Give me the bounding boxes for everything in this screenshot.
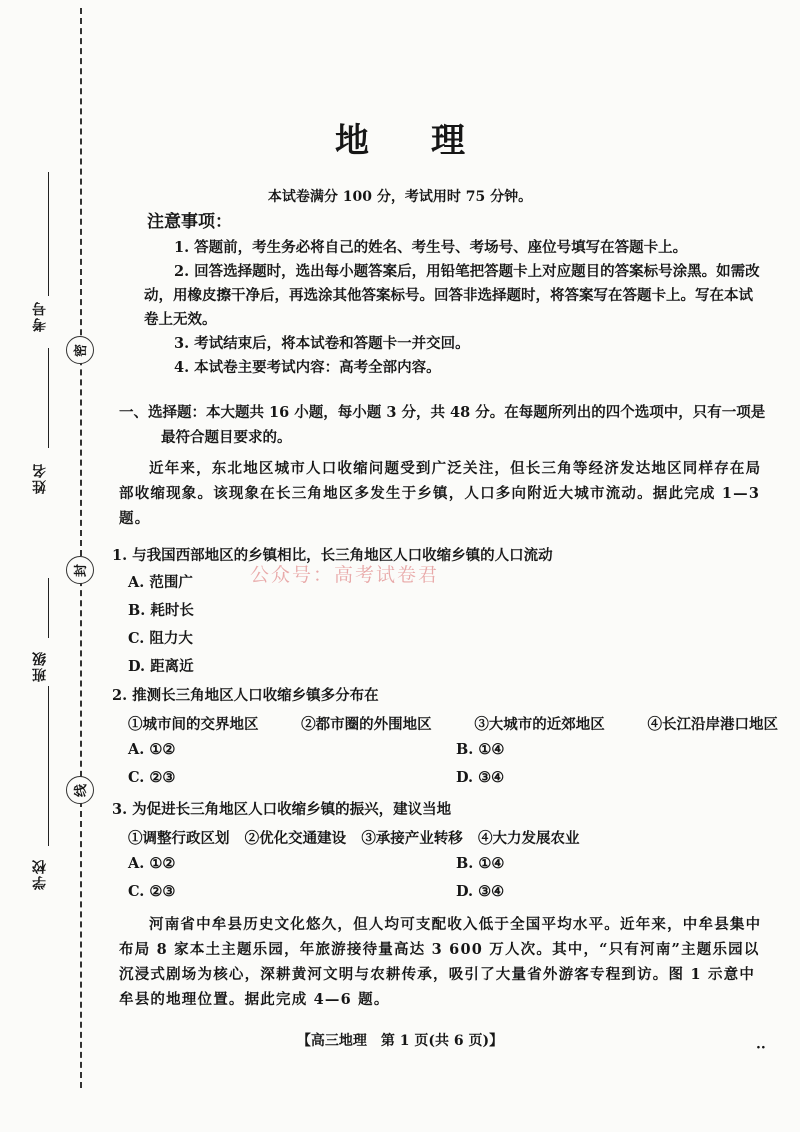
q2-item: ③大城市的近郊地区 <box>474 716 605 733</box>
q3-item: ②优化交通建设 <box>244 830 347 847</box>
exam-no-label: 考号 <box>32 300 48 332</box>
notice-item: 3. 考试结束后，将本试卷和答题卡一并交回。 <box>174 335 470 352</box>
binding-dashed-line <box>80 8 82 1088</box>
class-label: 班级 <box>32 650 48 682</box>
watermark: 公众号：高考试卷君 <box>250 564 440 586</box>
passage-2: 河南省中牟县历史文化悠久，但人均可支配收入低于全国平均水平。近年来，中牟县集中布局 8 家本土主题乐园，年旅游接待量高达 3 600 万人次。其中，“只有河南”主题乐园以沉浸式剧场为核心，深耕黄河文明与农耕传承，吸引了大量省外游客专程到访。图 1 示意中牟县的地理位置。据此完成 4—6 题。 <box>119 916 762 1008</box>
q2-option-d: D. ③④ <box>456 769 505 786</box>
q3-option-a: A. ①② <box>128 855 176 872</box>
title-char: 地 <box>335 121 369 161</box>
notice-item: 2. 回答选择题时，选出每小题答案后，用铅笔把答题卡上对应题目的答案标号涂黑。如需改动，用橡皮擦干净后，再选涂其他答案标号。回答非选择题时，将答案写在答题卡上。写在本试卷上无效。 <box>144 263 760 328</box>
q3-item: ③承接产业转移 <box>361 830 463 847</box>
q3-option-d: D. ③④ <box>456 883 505 900</box>
footer-mark: ·· <box>756 1040 766 1056</box>
class-line <box>48 578 49 638</box>
exam-info: 本试卷满分 100 分，考试用时 75 分钟。 <box>267 189 533 205</box>
q1-option-c: C. 阻力大 <box>128 630 193 647</box>
seal-mark: 密 <box>66 336 94 364</box>
question-1-stem: 1. 与我国西部地区的乡镇相比，长三角地区人口收缩乡镇的人口流动 <box>112 547 553 564</box>
passage-1: 近年来，东北地区城市人口收缩问题受到广泛关注，但长三角等经济发达地区同样存在局部收缩现象。该现象在长三角地区多发生于乡镇，人口多向附近大城市流动。据此完成 1—3 题。 <box>119 460 762 527</box>
q2-item: ④长江沿岸港口地区 <box>647 716 778 733</box>
seal-mark: 封 <box>66 556 94 584</box>
q2-option-a: A. ①② <box>128 741 176 758</box>
q2-items <box>128 713 778 734</box>
q3-item: ④大力发展农业 <box>477 830 580 847</box>
q3-items <box>128 827 579 848</box>
seal-mark: 线 <box>66 776 94 804</box>
q3-item: ①调整行政区划 <box>128 830 230 847</box>
page-footer: 【高三地理 第 1 页(共 6 页)】 <box>296 1033 504 1049</box>
q1-option-b: B. 耗时长 <box>128 602 194 619</box>
name-line <box>48 348 49 448</box>
q3-option-b: B. ①④ <box>456 855 505 872</box>
school-label: 学校 <box>32 858 48 890</box>
q1-option-d: D. 距离近 <box>128 658 194 675</box>
page-title <box>0 113 800 162</box>
notice-item: 4. 本试卷主要考试内容：高考全部内容。 <box>174 359 441 376</box>
notice-heading: 注意事项： <box>147 212 232 232</box>
q3-option-c: C. ②③ <box>128 883 176 900</box>
question-2-stem: 2. 推测长三角地区人口收缩乡镇多分布在 <box>112 687 379 704</box>
q1-option-a: A. 范围广 <box>128 574 193 591</box>
school-line <box>48 686 49 846</box>
notice-item: 1. 答题前，考生务必将自己的姓名、考生号、考场号、座位号填写在答题卡上。 <box>174 239 688 256</box>
q2-item: ②都市圈的外围地区 <box>301 716 432 733</box>
title-char: 理 <box>431 121 465 161</box>
question-3-stem: 3. 为促进长三角地区人口收缩乡镇的振兴，建议当地 <box>112 801 452 818</box>
section-heading-text: 一、选择题：本大题共 16 小题，每小题 3 分，共 48 分。在每题所列出的四个选项中，只有一项是最符合题目要求的。 <box>119 404 766 446</box>
q2-item: ①城市间的交界地区 <box>128 716 259 733</box>
q2-option-b: B. ①④ <box>456 741 505 758</box>
section-heading <box>119 400 774 450</box>
q2-option-c: C. ②③ <box>128 769 176 786</box>
name-label: 姓名 <box>32 462 48 494</box>
notice-list <box>144 236 764 380</box>
